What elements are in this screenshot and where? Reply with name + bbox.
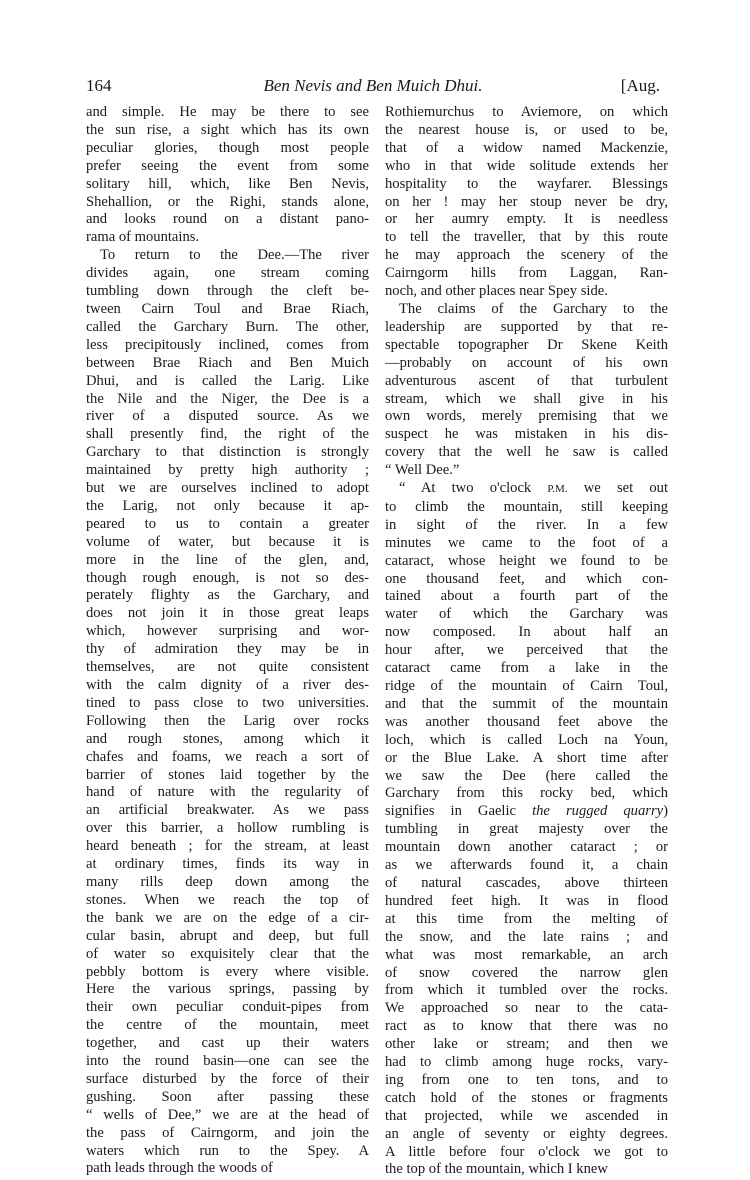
text-line: A little before four o'clock we got to	[385, 1143, 668, 1160]
text-line: rama of mountains.	[86, 229, 200, 246]
text-line: who in that wide solitude extends her	[385, 157, 668, 174]
text-line: the top of the mountain, which I knew	[385, 1161, 608, 1178]
text-line: and looks round on a distant pano-	[86, 211, 369, 228]
right-text-column	[385, 104, 668, 1179]
text-line: their own peculiar conduit-pipes from	[86, 999, 369, 1016]
text-line: other lake or stream; and then we	[385, 1036, 668, 1053]
text-line: covery that the well he saw is called	[385, 444, 668, 461]
text-line: as we afterwards found it, a chain	[385, 857, 668, 874]
text-line: thy of admiration they may be in	[86, 641, 369, 658]
text-line: pebbly bottom is every where visible.	[86, 963, 369, 980]
text-line: “ At two o'clock P.M. we set out	[399, 480, 668, 497]
text-line: of water so exquisitely clear that the	[86, 945, 369, 962]
running-header	[86, 76, 660, 100]
text-line: many rills deep down among the	[86, 873, 369, 890]
text-line: to tell the traveller, that by this route	[385, 229, 668, 246]
text-line: what was most remarkable, an arch	[385, 946, 668, 963]
text-line: of snow covered the narrow glen	[385, 964, 668, 981]
text-line: that projected, while we ascended in	[385, 1107, 668, 1124]
text-line: tumbling down through the cleft be-	[86, 283, 369, 300]
text-line: loch, which is called Loch na Youn,	[385, 731, 668, 748]
text-line: water of which the Garchary was	[385, 606, 668, 623]
text-line: To return to the Dee.—The river	[100, 247, 369, 264]
text-line: Dhui, and is called the Larig. Like	[86, 372, 369, 389]
text-line: with the calm dignity of a river des-	[86, 677, 369, 693]
text-line: together, and cast up their waters	[86, 1035, 369, 1052]
text-line: hour after, we perceived that the	[385, 642, 668, 659]
text-line: and that the summit of the mountain	[385, 695, 668, 712]
text-line: themselves, are not quite consistent	[86, 659, 369, 676]
text-line: the Nile and the Niger, the Dee is a	[86, 390, 369, 407]
text-line: Shehallion, or the Righi, stands alone,	[86, 193, 369, 210]
text-line: an angle of seventy or eighty degrees.	[385, 1125, 668, 1142]
text-line: peculiar glories, though most people	[86, 139, 369, 156]
text-line: Here the various springs, passing by	[86, 981, 369, 998]
text-line: mountain down another cataract ; or	[385, 839, 668, 856]
text-line: gushing. Soon after passing these	[86, 1088, 369, 1105]
text-line: Rothiemurchus to Aviemore, on which	[385, 104, 668, 120]
left-text-column	[86, 104, 369, 1178]
text-line: cular basin, abrupt and deep, but full	[86, 927, 369, 944]
text-line: now composed. In about half an	[385, 624, 668, 641]
page-number: 164	[86, 76, 112, 95]
text-line: own words, merely premising that we	[385, 408, 668, 425]
text-line: the snow, and the late rains ; and	[385, 928, 668, 945]
text-line: we saw the Dee (here called the	[385, 767, 668, 784]
text-line: tined to pass close to two universities.	[86, 694, 369, 711]
text-line: hospitality to the wayfarer. Blessings	[385, 175, 668, 192]
text-line: at ordinary times, finds its way in	[86, 856, 369, 873]
text-line: ridge of the mountain of Cairn Toul,	[385, 678, 668, 694]
text-line: spectable topographer Dr Skene Keith	[385, 336, 668, 353]
text-line: but we are ourselves inclined to adopt	[86, 480, 369, 497]
text-line: Garchary to that distinction is strongly	[86, 444, 369, 461]
text-line: We approached so near to the cata-	[385, 1000, 668, 1017]
text-line: of natural cascades, above thirteen	[385, 874, 668, 891]
text-line: does not join it in those great leaps	[86, 605, 369, 622]
text-line: hundred feet high. It was in flood	[385, 892, 668, 909]
text-line: was another thousand feet above the	[385, 713, 668, 730]
text-line: over this barrier, a hollow rumbling is	[86, 820, 369, 837]
text-line: “ wells of Dee,” we are at the head of	[86, 1106, 369, 1123]
text-line: Cairngorm hills from Laggan, Ran-	[385, 265, 668, 282]
text-line: the pass of Cairngorm, and join the	[86, 1124, 369, 1141]
text-line: signifies in Gaelic the rugged quarry)	[385, 803, 668, 820]
text-line: chafes and foams, we reach a sort of	[86, 748, 369, 765]
text-line: The claims of the Garchary to the	[399, 300, 668, 317]
text-line: from which it tumbled over the rocks.	[385, 982, 668, 999]
text-line: shall presently find, the right of the	[86, 426, 369, 443]
text-line: tained about a fourth part of the	[385, 588, 668, 605]
text-line: more in the line of the glen, and,	[86, 551, 369, 568]
text-line: and rough stones, among which it	[86, 730, 369, 747]
text-line: stream, which we shall give in his	[385, 390, 668, 407]
text-line: to climb the mountain, still keeping	[385, 498, 668, 515]
text-line: stones. When we reach the top of	[86, 891, 369, 908]
text-line: at this time from the melting of	[385, 910, 668, 927]
text-line: hand of nature with the regularity of	[86, 784, 369, 801]
text-line: waters which run to the Spey. A	[86, 1142, 369, 1159]
text-line: cataract, whose height we found to be	[385, 552, 668, 569]
text-line: the nearest house is, or used to be,	[385, 121, 668, 138]
text-line: cataract came from a lake in the	[385, 660, 668, 677]
text-line: leadership are supported by that re-	[385, 318, 668, 335]
running-title: Ben Nevis and Ben Muich Dhui.	[263, 76, 483, 95]
text-line: path leads through the woods of	[86, 1160, 273, 1177]
text-line: in sight of the river. In a few	[385, 516, 668, 533]
text-line: river of a disputed source. As we	[86, 408, 369, 425]
text-line: less precipitously inclined, comes from	[86, 336, 369, 353]
header-month: [Aug.	[620, 76, 660, 95]
text-line: adventurous ascent of that turbulent	[385, 372, 668, 389]
text-line: barrier of stones laid together by the	[86, 766, 369, 783]
text-line: between Brae Riach and Ben Muich	[86, 354, 369, 371]
text-line: though rough enough, is not so des-	[86, 569, 369, 586]
text-line: the centre of the mountain, meet	[86, 1017, 369, 1034]
text-line: peared to us to contain a greater	[86, 515, 369, 532]
text-line: heard beneath ; for the stream, at least	[86, 838, 369, 855]
text-line: Garchary from this rocky bed, which	[385, 785, 668, 802]
text-line: ing from one to ten tons, and to	[385, 1071, 668, 1088]
text-line: surface disturbed by the force of their	[86, 1070, 369, 1087]
text-line: —probably on account of his own	[385, 354, 668, 371]
text-line: into the round basin—one can see the	[86, 1053, 369, 1070]
text-line: called the Garchary Burn. The other,	[86, 318, 369, 335]
text-line: he may approach the scenery of the	[385, 247, 668, 264]
text-line: tween Cairn Toul and Brae Riach,	[86, 300, 369, 317]
text-line: one thousand feet, and which con-	[385, 570, 668, 587]
text-line: tumbling in great majesty over the	[385, 821, 668, 838]
text-line: which, however surprising and wor-	[86, 623, 369, 640]
text-line: the bank we are on the edge of a cir-	[86, 909, 369, 926]
text-line: divides again, one stream coming	[86, 265, 369, 282]
text-line: the sun rise, a sight which has its own	[86, 121, 369, 138]
text-line: catch hold of the stones or fragments	[385, 1089, 668, 1106]
text-line: had to climb among huge rocks, vary-	[385, 1054, 668, 1071]
text-line: Following then the Larig over rocks	[86, 712, 369, 729]
text-line: noch, and other places near Spey side.	[385, 283, 608, 300]
text-line: solitary hill, which, like Ben Nevis,	[86, 175, 369, 192]
text-line: suspect he was mistaken in his dis-	[385, 426, 668, 443]
text-line: “ Well Dee.”	[385, 462, 460, 479]
text-line: and simple. He may be there to see	[86, 104, 369, 120]
text-line: minutes we came to the foot of a	[385, 534, 668, 551]
text-line: that of a widow named Mackenzie,	[385, 139, 668, 156]
text-line: volume of water, but because it is	[86, 533, 369, 550]
text-line: on her ! may her stoup never be dry,	[385, 193, 668, 210]
text-line: perately flighty as the Garchary, and	[86, 587, 369, 604]
text-line: or the Blue Lake. A short time after	[385, 749, 668, 766]
text-line: an artificial breakwater. As we pass	[86, 802, 369, 819]
text-line: ract as to know that there was no	[385, 1018, 668, 1035]
text-line: or her aumry empty. It is needless	[385, 211, 668, 228]
text-line: maintained by pretty high authority ;	[86, 462, 369, 479]
text-line: the Larig, not only because it ap-	[86, 497, 369, 514]
text-line: prefer seeing the event from some	[86, 157, 369, 174]
